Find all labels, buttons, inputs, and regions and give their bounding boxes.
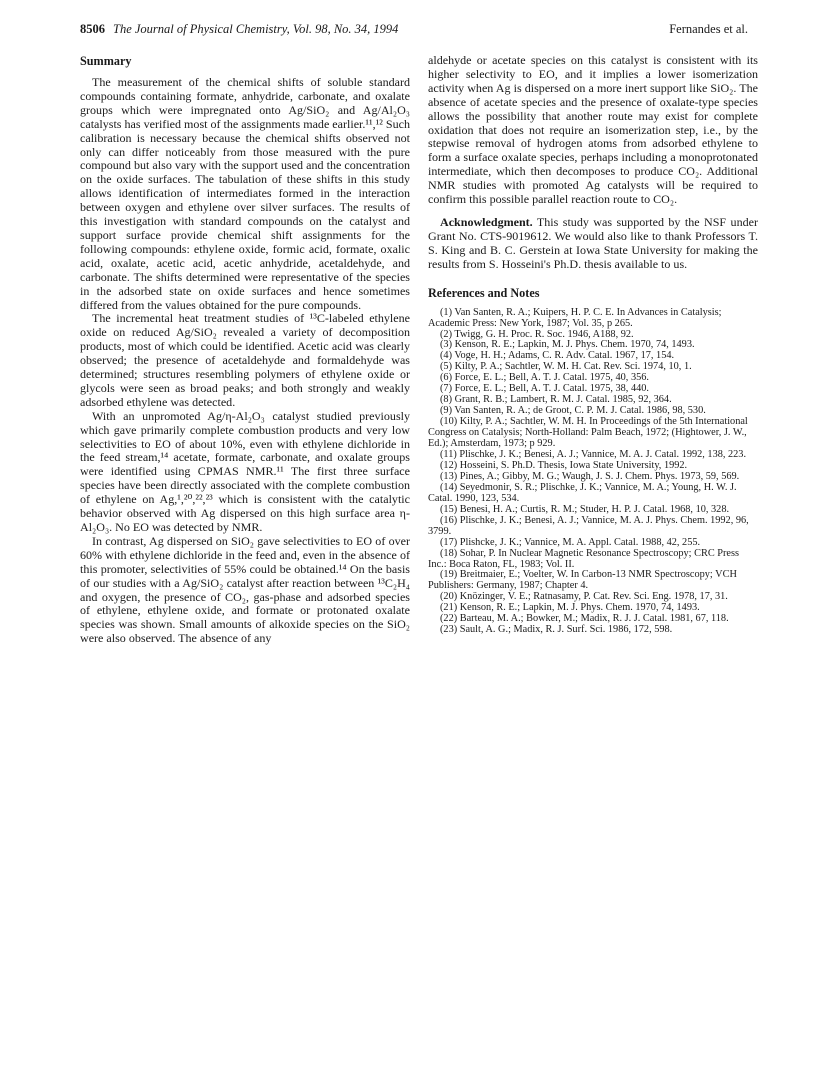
reference-item: (6) Force, E. L.; Bell, A. T. J. Catal. 1975, 40, 356. (440, 372, 649, 384)
reference-item: (20) Knözinger, V. E.; Ratnasamy, P. Cat. Rev. Sci. Eng. 1978, 17, 31. (440, 591, 728, 603)
reference-item: (18) Sohar, P. In Nuclear Magnetic Resonance Spectroscopy; CRC Press Inc.: Boca Raton, FL, 1983; Vol. II. (428, 547, 739, 570)
reference-item: (17) Plishcke, J. K.; Vannice, M. A. Appl. Catal. 1988, 42, 255. (440, 536, 701, 548)
reference-list (428, 308, 758, 637)
acknowledgment-heading: Acknowledgment. (440, 214, 533, 229)
reference-item: (15) Benesi, H. A.; Curtis, R. M.; Studer, H. P. J. Catal. 1968, 10, 328. (440, 503, 730, 515)
page-number: 8506 (80, 22, 105, 36)
reference-item: (8) Grant, R. B.; Lambert, R. M. J. Catal. 1985, 92, 364. (440, 394, 672, 406)
reference-item: (23) Sault, A. G.; Madix, R. J. Surf. Sci. 1986, 172, 598. (440, 624, 673, 636)
journal-citation: The Journal of Physical Chemistry, Vol. 98, No. 34, 1994 (113, 22, 399, 36)
reference-item: (4) Voge, H. H.; Adams, C. R. Adv. Catal. 1967, 17, 154. (440, 350, 675, 362)
reference-item: (1) Van Santen, R. A.; Kuipers, H. P. C. E. In Advances in Catalysis; Academic Press: New York, 1987; Vol. 35, p 265. (428, 306, 722, 329)
reference-item: (7) Force, E. L.; Bell, A. T. J. Catal. 1975, 38, 440. (440, 383, 649, 395)
section-heading-summary: Summary (80, 54, 132, 68)
summary-paragraph-3: With an unpromoted Ag/η-Al₂O₃ catalyst studied previously which gave primarily complete combustion products and very low selectivities to EO of about 10%, even with ethylene dichloride in the feed stream,¹⁴ acetate, formate, carbonate, and oxalate groups were identified using CPMAS NMR.¹¹ The first three surface species have been directly associated with the complete combustion of ethylene on Ag,¹,²⁰,²²,²³ which is consistent with the catalytic behavior observed with Ag dispersed on this high surface area η-Al₂O₃. No EO was detected by NMR. (80, 408, 410, 534)
reference-item: (9) Van Santen, R. A.; de Groot, C. P. M. J. Catal. 1986, 98, 530. (440, 405, 706, 417)
reference-item: (14) Seyedmonir, S. R.; Plischke, J. K.; Vannice, M. A.; Young, H. W. J. Catal. 1990, 123, 534. (428, 481, 737, 504)
reference-item: (21) Kenson, R. E.; Lapkin, M. J. Phys. Chem. 1970, 74, 1493. (440, 602, 700, 614)
reference-item: (12) Hosseini, S. Ph.D. Thesis, Iowa State University, 1992. (440, 459, 688, 471)
acknowledgment-text: This study was supported by the NSF under Grant No. CTS-9019612. We would also like to thank Professors T. S. King and B. C. Gerstein at Iowa State University for making the results from S. Hosseini's Ph.D. thesis available to us. (428, 214, 758, 271)
reference-item: (19) Breitmaier, E.; Voelter, W. In Carbon-13 NMR Spectroscopy; VCH Publishers: Germany, 1987; Chapter 4. (428, 569, 737, 592)
reference-item: (16) Plischke, J. K.; Benesi, A. J.; Vannice, M. A. J. Phys. Chem. 1992, 96, 3799. (428, 514, 749, 537)
summary-paragraph-1: The measurement of the chemical shifts of soluble standard compounds containing formate, anhydride, carbonate, and oxalate groups which were impregnated onto Ag/SiO₂ and Ag/Al₂O₃ catalysts has verified most of the assignments made earlier.¹¹,¹² Such calibration is necessary because the chemical shifts observed not only can differ noticeably from those measured with the pure compound but also vary with the support used and the concentration on the oxide surfaces. The tabulation of these shifts in this study allows identification of intermediates formed in the interaction between oxygen and ethylene over silver surfaces. The results of this investigation with standard compounds on the catalyst and support surface provide chemical shift assignments for the following compounds: ethylene oxide, formic acid, formate, oxalic acid, oxalate, acetic acid, acetic anhydride, acetaldehyde, and carbonate. The shifts determined were representative of the species in the adsorbed state on oxide surfaces and hence sometimes differed from the values obtained for the pure compounds. (80, 75, 410, 312)
running-head-left (80, 22, 398, 37)
reference-item: (3) Kenson, R. E.; Lapkin, M. J. Phys. Chem. 1970, 74, 1493. (440, 339, 695, 351)
acknowledgment-paragraph (428, 216, 758, 272)
summary-paragraph-4: In contrast, Ag dispersed on SiO₂ gave selectivities to EO of over 60% with ethylene dichloride in the feed and, even in the absence of this promoter, selectivities of 55% could be obtained.¹⁴ On the basis of our studies with a Ag/SiO₂ catalyst after reaction between ¹³C₂H₄ and oxygen, the presence of CO₂, gas-phase and adsorbed species of ethylene, ethylene oxide, and formate or protonated oxalate species was shown. Small amounts of alkoxide species on the SiO₂ were also observed. The absence of any (80, 533, 410, 646)
summary-continuation: aldehyde or acetate species on this catalyst is consistent with its higher selectivity to EO, and it implies a lower isomerization activity when Ag is dispersed on a more inert support like SiO₂. The absence of acetate species and the presence of oxalate-type species allows the possibility that another route may exist for complete oxidation that does not require an isomerization step, i.e., by the stepwise removal of hydrogen atoms from adsorbed ethylene to form a surface oxalate species, perhaps including a monoprotonated intermediate, which then decomposes to produce CO₂. Additional NMR studies with promoted Ag catalysts will be required to confirm this possible parallel reaction route to CO₂. (428, 53, 758, 207)
running-head (80, 22, 748, 40)
section-heading-references: References and Notes (428, 285, 540, 300)
reference-item: (5) Kilty, P. A.; Sachtler, W. M. H. Cat. Rev. Sci. 1974, 10, 1. (440, 361, 692, 373)
reference-item: (22) Barteau, M. A.; Bowker, M.; Madix, R. J. J. Catal. 1981, 67, 118. (440, 613, 729, 625)
reference-item: (10) Kilty, P. A.; Sachtler, W. M. H. In Proceedings of the 5th International Congress on Catalysis; North-Holland: Palm Beach, 1972; (Hightower, J. W., Ed.); Amsterdam, 1973; p 929. (428, 416, 748, 450)
right-column (428, 54, 758, 636)
running-head-author: Fernandes et al. (669, 22, 748, 36)
summary-paragraph-2: The incremental heat treatment studies of ¹³C-labeled ethylene oxide on reduced Ag/SiO₂ revealed a variety of decomposition products, most of which could be identified. Acetic acid was clearly observed; the presence of acetaldehyde and formaldehyde was determined; structures resembling polymers of ethylene oxide or glycols were seen as broad peaks; and both strongly and weakly adsorbed ethylene was detected. (80, 311, 410, 409)
reference-item: (2) Twigg, G. H. Proc. R. Soc. 1946, A188, 92. (440, 328, 634, 340)
reference-item: (13) Pines, A.; Gibby, M. G.; Waugh, J. S. J. Chem. Phys. 1973, 59, 569. (440, 470, 740, 482)
left-column (80, 54, 410, 646)
reference-item: (11) Plischke, J. K.; Benesi, A. J.; Vannice, M. A. J. Catal. 1992, 138, 223. (440, 448, 747, 460)
